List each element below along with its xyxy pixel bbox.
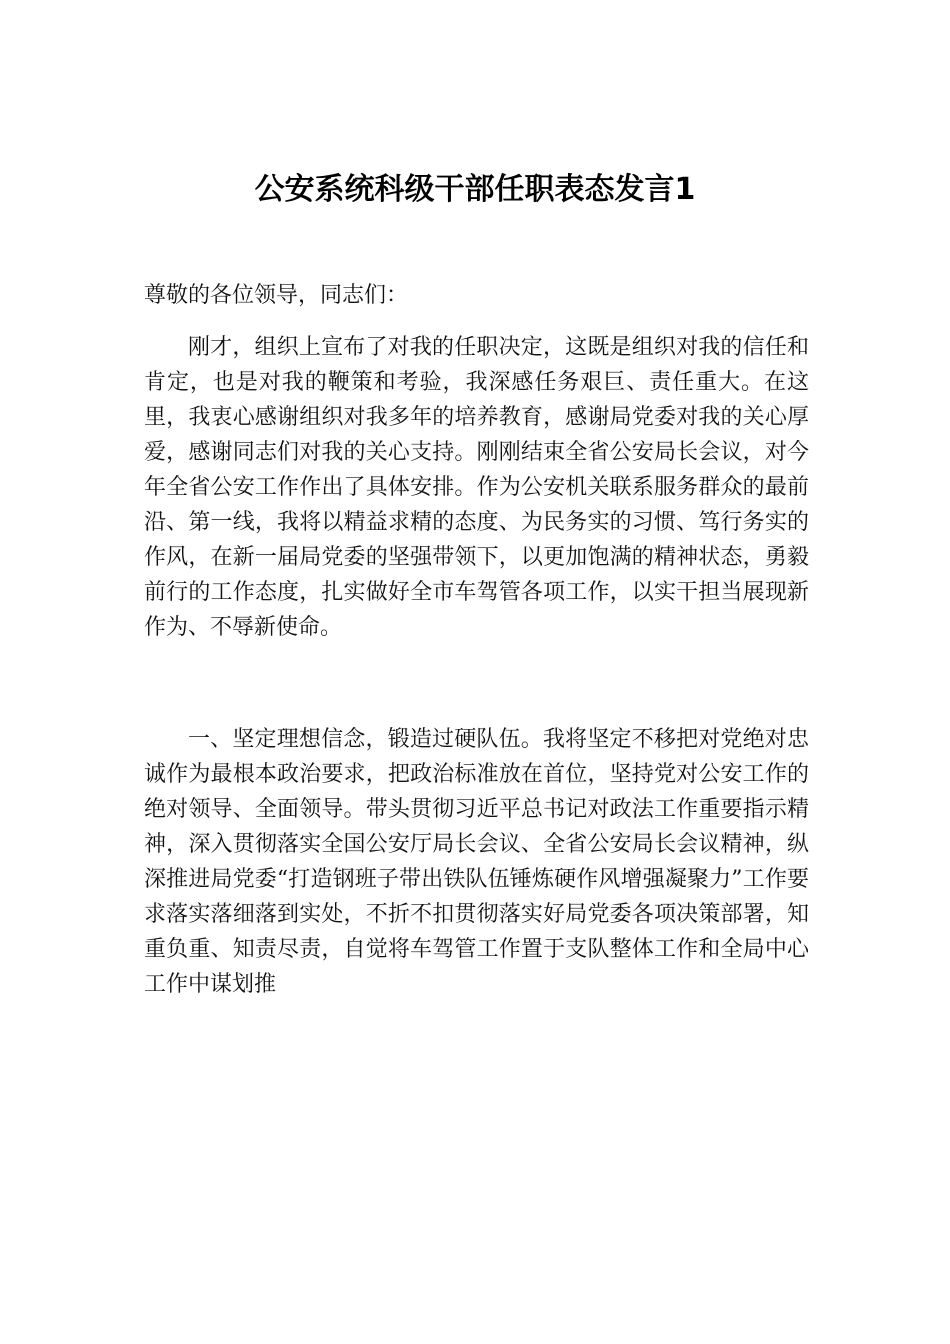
document-title: 公安系统科级干部任职表态发言1	[254, 172, 696, 207]
paragraph-2: 一、坚定理想信念，锻造过硬队伍。我将坚定不移把对党绝对忠诚作为最根本政治要求，把政治标准放在首位，坚持党对公安工作的绝对领导、全面领导。带头贯彻习近平总书记对政法工作重要指示精神，深入贯彻落实全国公安厅局长会议、全省公安局长会议精神，纵深推进局党委“打造钢班子带出铁队伍锤炼硬作风增强凝聚力”工作要求落实落细落到实处，不折不扣贯彻落实好局党委各项决策部署，知重负重、知责尽责，自觉将车驾管工作置于支队整体工作和全局中心工作中谋划推	[144, 727, 809, 997]
salutation: 尊敬的各位领导，同志们：	[144, 283, 409, 308]
paragraph-1: 刚才，组织上宣布了对我的任职决定，这既是组织对我的信任和肯定，也是对我的鞭策和考验，我深感任务艰巨、责任重大。在这里，我衷心感谢组织对我多年的培养教育，感谢局党委对我的关心厚爱，感谢同志们对我的关心支持。刚刚结束全省公安局长会议，对今年全省公安工作作出了具体安排。作为公安机关联系服务群众的最前沿、第一线，我将以精益求精的态度、为民务实的习惯、笃行务实的作风，在新一届局党委的坚强带领下，以更加饱满的精神状态，勇毅前行的工作态度，扎实做好全市车驾管各项工作，以实干担当展现新作为、不辱新使命。	[144, 335, 809, 640]
